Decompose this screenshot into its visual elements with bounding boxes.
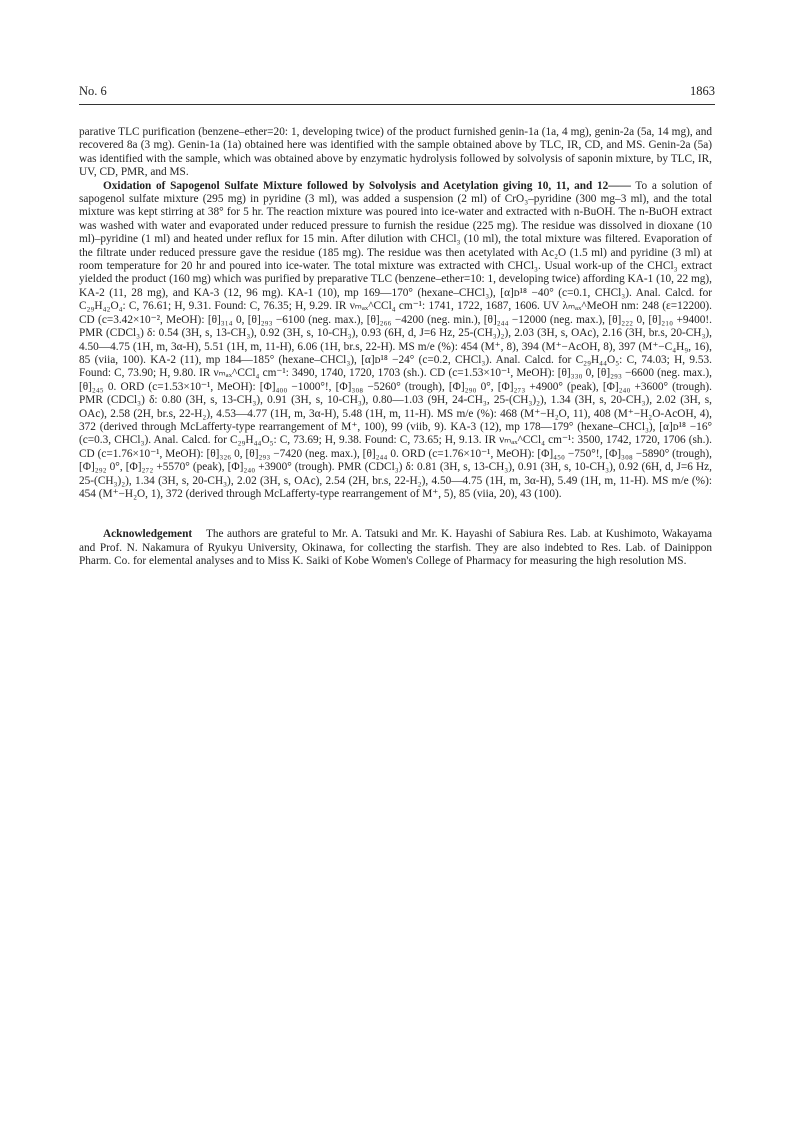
section-gap (79, 501, 712, 528)
article-body (79, 126, 712, 569)
section-heading: Oxidation of Sapogenol Sulfate Mixture followed by Solvolysis and Acetylation giving 10, 11, and 12—— (103, 179, 631, 192)
acknowledgement-heading: Acknowledgement (103, 528, 193, 541)
header-rule (79, 104, 715, 105)
page-header (79, 84, 715, 102)
issue-number: No. 6 (79, 84, 107, 98)
acknowledgement-paragraph (79, 528, 712, 568)
paragraph-text: To a solution of sapogenol sulfate mixture (295 mg) in pyridine (3 ml), was added a suspension (2 ml) of CrO₃–pyridine (300 mg–3 ml), and the total mixture was kept stirring at 38° for 5 hr. The reaction mixture was poured into ice-water and extracted with n-BuOH. The n-BuOH extract was washed with water and evaporated under reduced pressure to furnish the residue (225 mg). The residue was dissolved in dioxane (10 ml)–pyridine (1 ml) and heated under reflux for 15 min. After dilution with CHCl₃ (10 ml), the total mixture was filtered. Evaporation of the filtrate under reduced pressure gave the residue (185 mg). The residue was then acetylated with Ac₂O (1.5 ml) and pyridine (3 ml) at room temperature for 20 hr and poured into ice-water. The total mixture was extracted with CHCl₃. Usual work-up of the CHCl₃ extract yielded the product (160 mg) which was purified by preparative TLC (benzene–ether=10: 1, developing twice) affording KA-1 (10, 22 mg), KA-2 (11, 28 mg), and KA-3 (12, 96 mg). KA-1 (10), mp 169—170° (hexane–CHCl₃), [α]ᴅ¹⁸ −40° (c=0.1, CHCl₃). Anal. Calcd. for C₂₉H₄₂O₄: C, 76.61; H, 9.31. Found: C, 76.35; H, 9.29. IR νₘₐₓ^CCl₄ cm⁻¹: 1741, 1722, 1687, 1606. UV λₘₐₓ^MeOH nm: 248 (ε=12200). CD (c=3.42×10⁻², MeOH): [θ]₃₁₄ 0, [θ]₂₉₃ −6100 (neg. max.), [θ]₂₆₆ −4200 (neg. min.), [θ]₂₄₄ −12000 (neg. max.), [θ]₂₂₂ 0, [θ]₂₁₀ +9400!. PMR (CDCl₃) δ: 0.54 (3H, s, 13-CH₃), 0.92 (3H, s, 10-CH₃), 0.93 (6H, d, J=6 Hz, 25-(CH₃)₂), 2.03 (3H, s, OAc), 2.16 (3H, br.s, 20-CH₃), 4.50—4.75 (1H, m, 3α-H), 5.51 (1H, m, 11-H), 6.06 (1H, br.s, 22-H). MS m/e (%): 454 (M⁺, 8), 394 (M⁺−AcOH, 8), 397 (M⁺−C₄H₉, 16), 85 (viia, 100). KA-2 (11), mp 184—185° (hexane–CHCl₃), [α]ᴅ¹⁸ −24° (c=0.2, CHCl₃). Anal. Calcd. for C₂₉H₄₄O₅: C, 74.03; H, 9.53. Found: C, 73.90; H, 9.80. IR νₘₐₓ^CCl₄ cm⁻¹: 3490, 1740, 1720, 1703 (sh.). CD (c=1.53×10⁻¹, MeOH): [θ]₃₃₀ 0, [θ]₂₉₃ −6600 (neg. max.), [θ]₂₄₅ 0. ORD (c=1.53×10⁻¹, MeOH): [Φ]₄₀₀ −1000°!, [Φ]₃₀₈ −5260° (trough), [Φ]₂₉₀ 0°, [Φ]₂₇₃ +4900° (peak), [Φ]₂₄₀ +3600° (trough). PMR (CDCl₃) δ: 0.80 (3H, s, 13-CH₃), 0.91 (3H, s, 10-CH₃), 0.80—1.03 (9H, 24-CH₃, 25-(CH₃)₂), 1.34 (3H, s, 20-CH₃), 2.02 (3H, s, OAc), 2.58 (2H, br.s, 22-H₂), 4.53—4.77 (1H, m, 3α-H), 5.48 (1H, m, 11-H). MS m/e (%): 468 (M⁺−H₂O, 11), 408 (M⁺−H₂O-AcOH, 4), 372 (derived through McLafferty-type rearrangement of M⁺, 100), 99 (viib, 9). KA-3 (12), mp 178—179° (hexane–CHCl₃), [α]ᴅ¹⁸ −16° (c=0.3, CHCl₃). Anal. Calcd. for C₂₉H₄₄O₅: C, 73.69; H, 9.38. Found: C, 73.65; H, 9.13. IR νₘₐₓ^CCl₄ cm⁻¹: 3500, 1742, 1720, 1706 (sh.). CD (c=1.76×10⁻¹, MeOH): [θ]₃₂₆ 0, [θ]₂₉₃ −7420 (neg. max.), [θ]₂₄₄ 0. ORD (c=1.76×10⁻¹, MeOH): [Φ]₄₅₀ −750°!, [Φ]₃₀₈ −5890° (trough), [Φ]₂₉₂ 0°, [Φ]₂₇₂ +5570° (peak), [Φ]₂₄₀ +3900° (trough). PMR (CDCl₃) δ: 0.81 (3H, s, 13-CH₃), 0.91 (3H, s, 10-CH₃), 0.92 (6H, d, J=6 Hz, 25-(CH₃)₂), 1.34 (3H, s, 20-CH₃), 2.02 (3H, s, OAc), 2.54 (2H, br.s, 22-H₂), 4.50—4.75 (1H, m, 3α-H), 5.49 (1H, m, 11-H). MS m/e (%): 454 (M⁺−H₂O, 1), 372 (derived through McLafferty-type rearrangement of M⁺, 5), 85 (viia, 20), 43 (100). (79, 179, 712, 500)
page-number: 1863 (690, 84, 715, 98)
acknowledgement-text: The authors are grateful to Mr. A. Tatsuki and Mr. K. Hayashi of Sabiura Res. Lab. at Kushimoto, Wakayama and Prof. N. Nakamura of Ryukyu University, Okinawa, for collecting the starfish. They are also indebted to Res. Lab. of Dainippon Pharm. Co. for elemental analyses and to Miss K. Saiki of Kobe Women's College of Pharmacy for measuring the high resolution MS. (79, 528, 713, 568)
paragraph-continuation (79, 126, 712, 180)
paragraph-oxidation (79, 180, 712, 502)
paragraph-text: parative TLC purification (benzene–ether=20: 1, developing twice) of the product furnished genin-1a (1a, 4 mg), genin-2a (5a, 14 mg), and recovered 8a (3 mg). Genin-1a (1a) obtained here was identified with the sample obtained above by TLC, IR, CD, and MS. Genin-2a (5a) was identified with the sample, which was obtained above by enzymatic hydrolysis followed by solvolysis of saponin mixture, by TLC, IR, UV, CD, PMR, and MS. (79, 126, 712, 179)
